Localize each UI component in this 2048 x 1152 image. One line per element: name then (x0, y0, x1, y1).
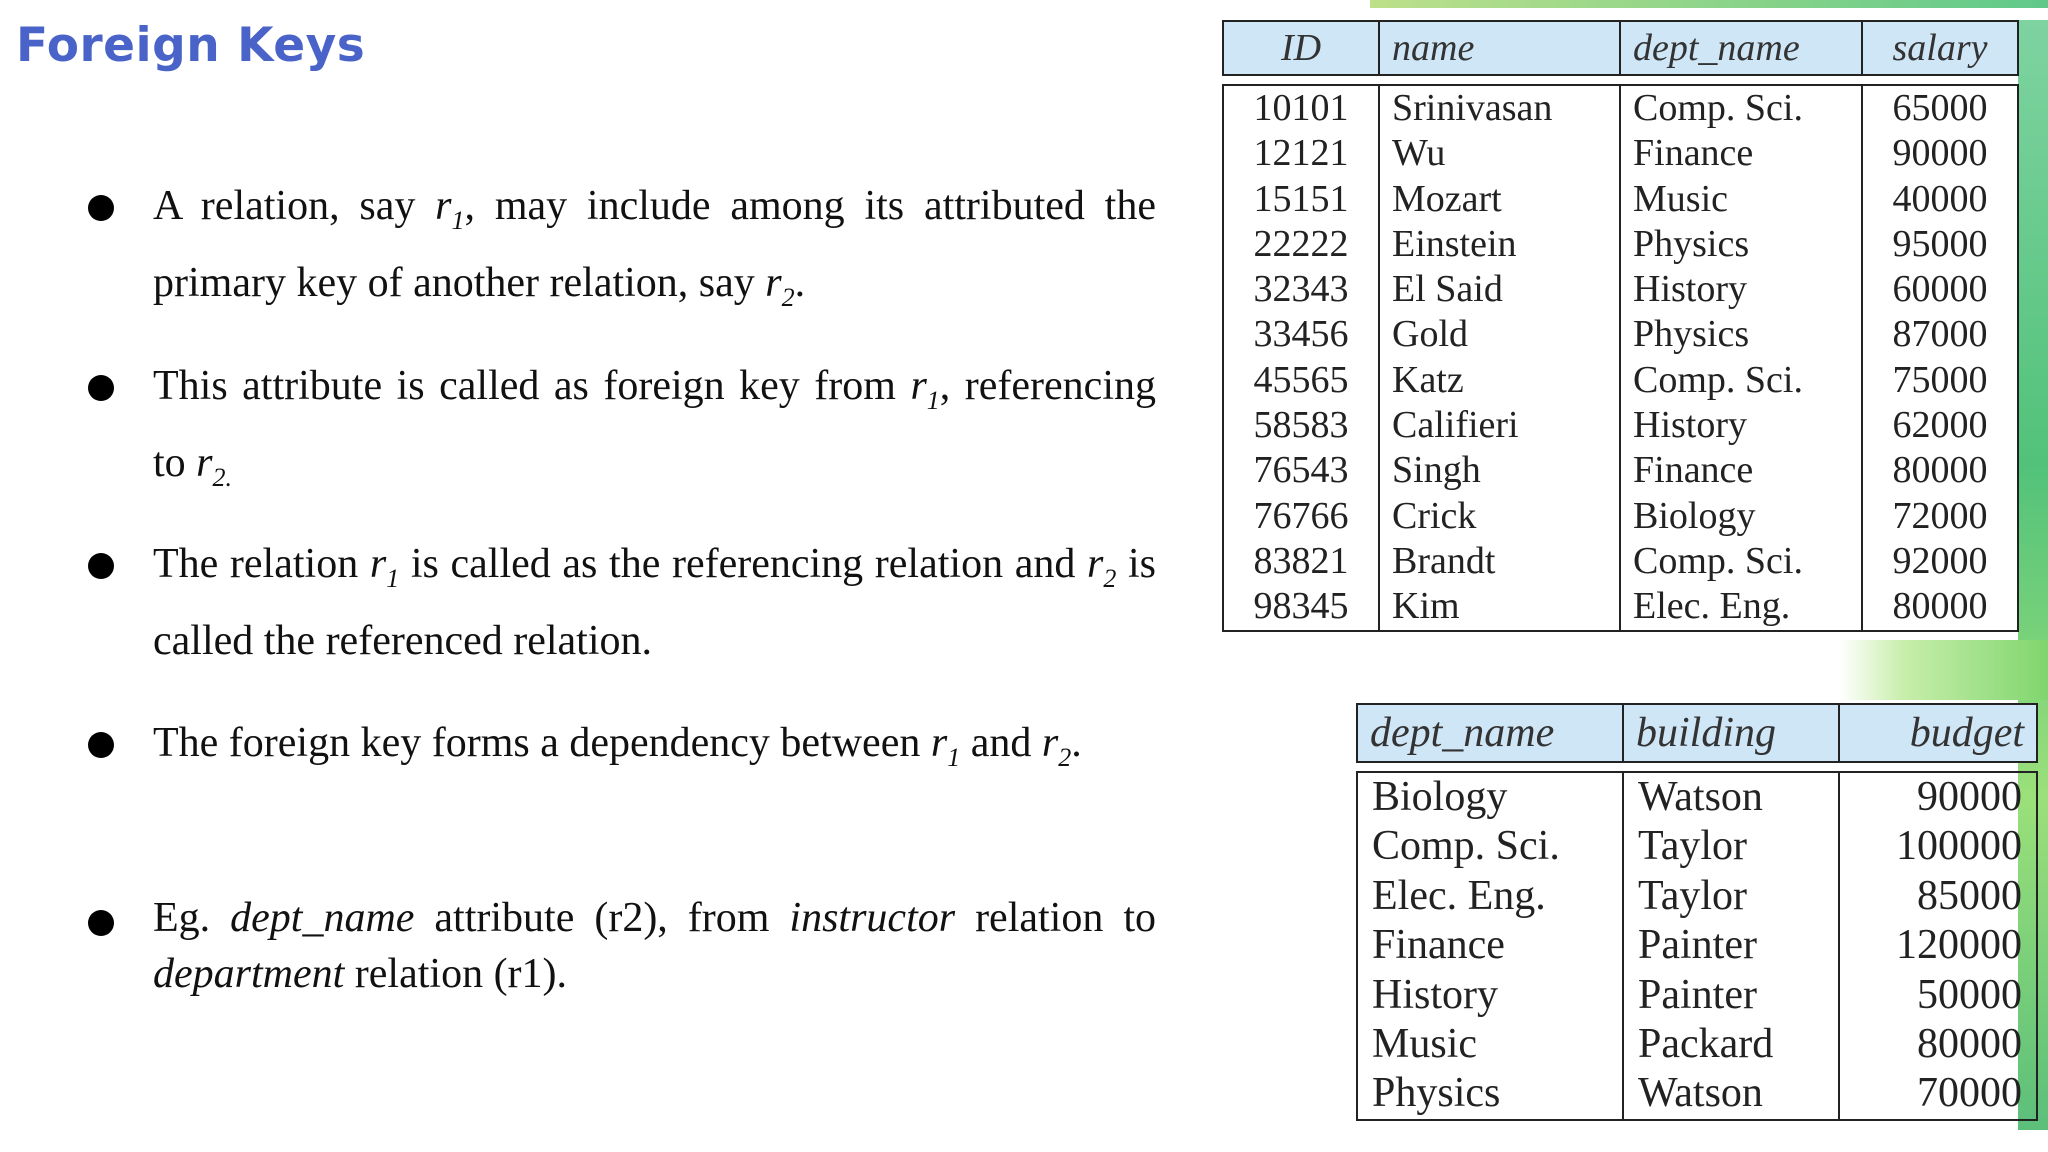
subscript: 1 (451, 206, 465, 235)
table-cell: Elec. Eng. (1357, 872, 1623, 921)
italic-text: r (765, 260, 782, 306)
instructor-table (1222, 20, 2019, 632)
table-cell: Mozart (1379, 177, 1620, 222)
column-header: budget (1839, 704, 2037, 762)
text-run: relation (r1). (344, 951, 568, 997)
table-cell: Watson (1623, 772, 1839, 822)
text-run: . (1071, 720, 1082, 766)
table-row (1357, 822, 2037, 871)
table-cell: 90000 (1839, 772, 2037, 822)
subscript: 1 (947, 743, 961, 772)
table-cell: 120000 (1839, 921, 2037, 970)
table-cell: 65000 (1862, 85, 2018, 131)
table-cell: Packard (1623, 1020, 1839, 1069)
italic-text: r (930, 720, 948, 766)
table-row (1357, 872, 2037, 921)
table-row (1223, 403, 2018, 448)
subscript: 1 (926, 386, 940, 415)
text-run: and (960, 720, 1042, 766)
italic-text: r (369, 541, 387, 587)
subscript: 2 (1103, 564, 1117, 593)
text-run: is called the referenced relation. (153, 541, 1157, 664)
bullet-text (153, 712, 1156, 789)
bullet-dot-icon (88, 553, 114, 579)
table-row (1223, 448, 2018, 493)
table-cell: 40000 (1862, 177, 2018, 222)
table-cell: 85000 (1839, 872, 2037, 921)
italic-text: r (1041, 720, 1059, 766)
table-cell: Srinivasan (1379, 85, 1620, 131)
table-row (1223, 267, 2018, 312)
text-run: The foreign key forms a dependency between (153, 720, 931, 766)
table-cell: History (1620, 403, 1862, 448)
column-header: salary (1862, 21, 2018, 75)
table-cell: 80000 (1862, 448, 2018, 493)
table-cell: 98345 (1223, 584, 1379, 630)
table-cell: Physics (1620, 312, 1862, 357)
table-cell: Physics (1620, 222, 1862, 267)
column-header: dept_name (1357, 704, 1623, 762)
table-cell: Painter (1623, 921, 1839, 970)
table-cell: 83821 (1223, 539, 1379, 584)
table-cell: 58583 (1223, 403, 1379, 448)
text-run: This attribute is called as foreign key from (153, 363, 911, 409)
table-cell: Kim (1379, 584, 1620, 630)
text-run: Eg. (153, 895, 231, 941)
table-cell: El Said (1379, 267, 1620, 312)
table-cell: 87000 (1862, 312, 2018, 357)
table-cell: Katz (1379, 358, 1620, 403)
table-cell: Music (1620, 177, 1862, 222)
text-run: relation to (955, 895, 1156, 941)
table-cell: 33456 (1223, 312, 1379, 357)
table-cell: 45565 (1223, 358, 1379, 403)
bullet-dot-icon (88, 732, 114, 758)
italic-text: r (435, 183, 452, 229)
text-run: , may include among its attributed the primary key of another relation, say (153, 183, 1156, 306)
italic-text: r (1087, 541, 1104, 587)
decorative-green-wedge (1840, 640, 2048, 700)
text-run: , referencing to (153, 363, 1156, 486)
table-cell: Elec. Eng. (1620, 584, 1862, 630)
bullet-text (153, 175, 1156, 329)
table-cell: 92000 (1862, 539, 2018, 584)
table-cell: Wu (1379, 131, 1620, 176)
italic-text: department (153, 951, 345, 997)
table-cell: Finance (1620, 448, 1862, 493)
table-header-row (1357, 704, 2037, 762)
table-row (1357, 971, 2037, 1020)
slide-title: Foreign Keys (16, 18, 366, 73)
table-cell: Califieri (1379, 403, 1620, 448)
table-cell: 75000 (1862, 358, 2018, 403)
table-cell: Brandt (1379, 539, 1620, 584)
table-cell: 62000 (1862, 403, 2018, 448)
table-cell: Physics (1357, 1069, 1623, 1119)
table-row (1223, 494, 2018, 539)
column-header: building (1623, 704, 1839, 762)
table-cell: Finance (1357, 921, 1623, 970)
text-run: is called as the referencing relation and (399, 541, 1087, 587)
table-cell: 80000 (1862, 584, 2018, 630)
table-row (1223, 85, 2018, 131)
table-cell: Finance (1620, 131, 1862, 176)
table-cell: 60000 (1862, 267, 2018, 312)
bullet-text (153, 355, 1156, 509)
column-header: ID (1223, 21, 1379, 75)
table-cell: Biology (1357, 772, 1623, 822)
table-cell: Gold (1379, 312, 1620, 357)
table-cell: Watson (1623, 1069, 1839, 1119)
italic-text: r (196, 440, 213, 486)
table-cell: 76766 (1223, 494, 1379, 539)
table-row (1223, 584, 2018, 630)
table-cell: Taylor (1623, 822, 1839, 871)
table-cell: 22222 (1223, 222, 1379, 267)
table-cell: Singh (1379, 448, 1620, 493)
table-row (1357, 1069, 2037, 1119)
table-cell: 72000 (1862, 494, 2018, 539)
table-row (1223, 177, 2018, 222)
text-run: A relation, say (153, 183, 436, 229)
bullet-dot-icon (88, 195, 114, 221)
italic-text: instructor (789, 895, 956, 941)
table-cell: 12121 (1223, 131, 1379, 176)
bullet-dot-icon (88, 375, 114, 401)
table-cell: 32343 (1223, 267, 1379, 312)
table-cell: Painter (1623, 971, 1839, 1020)
table-header-row (1223, 21, 2018, 75)
table-cell: 50000 (1839, 971, 2037, 1020)
table-cell: Music (1357, 1020, 1623, 1069)
table-cell: 70000 (1839, 1069, 2037, 1119)
table-cell: History (1357, 971, 1623, 1020)
table-cell: Comp. Sci. (1620, 358, 1862, 403)
table-cell: 95000 (1862, 222, 2018, 267)
italic-text: r (910, 363, 927, 409)
decorative-top-stripe (1370, 0, 2048, 8)
department-table (1356, 703, 2038, 1121)
table-cell: 90000 (1862, 131, 2018, 176)
text-run: . (794, 260, 806, 306)
table-cell: 80000 (1839, 1020, 2037, 1069)
table-row (1223, 539, 2018, 584)
bullet-text (153, 890, 1156, 1002)
table-cell: Comp. Sci. (1620, 85, 1862, 131)
table-row (1357, 921, 2037, 970)
text-run: attribute (r2), from (414, 895, 790, 941)
table-cell: History (1620, 267, 1862, 312)
table-cell: Taylor (1623, 872, 1839, 921)
table-row (1357, 1020, 2037, 1069)
table-row (1223, 312, 2018, 357)
table-cell: 76543 (1223, 448, 1379, 493)
column-header: dept_name (1620, 21, 1862, 75)
table-cell: Comp. Sci. (1357, 822, 1623, 871)
table-cell: 10101 (1223, 85, 1379, 131)
bullet-text (153, 533, 1156, 672)
table-cell: Comp. Sci. (1620, 539, 1862, 584)
table-cell: 100000 (1839, 822, 2037, 871)
table-cell: Einstein (1379, 222, 1620, 267)
table-row (1223, 131, 2018, 176)
subscript: 2 (781, 283, 795, 312)
subscript: 2. (212, 463, 233, 492)
italic-text: dept_name (230, 895, 415, 941)
table-row (1357, 772, 2037, 822)
bullet-dot-icon (88, 910, 114, 936)
text-run: The relation (153, 541, 370, 587)
table-cell: 15151 (1223, 177, 1379, 222)
column-header: name (1379, 21, 1620, 75)
table-cell: Crick (1379, 494, 1620, 539)
subscript: 2 (1058, 743, 1072, 772)
table-row (1223, 222, 2018, 267)
table-row (1223, 358, 2018, 403)
subscript: 1 (386, 564, 400, 593)
table-cell: Biology (1620, 494, 1862, 539)
